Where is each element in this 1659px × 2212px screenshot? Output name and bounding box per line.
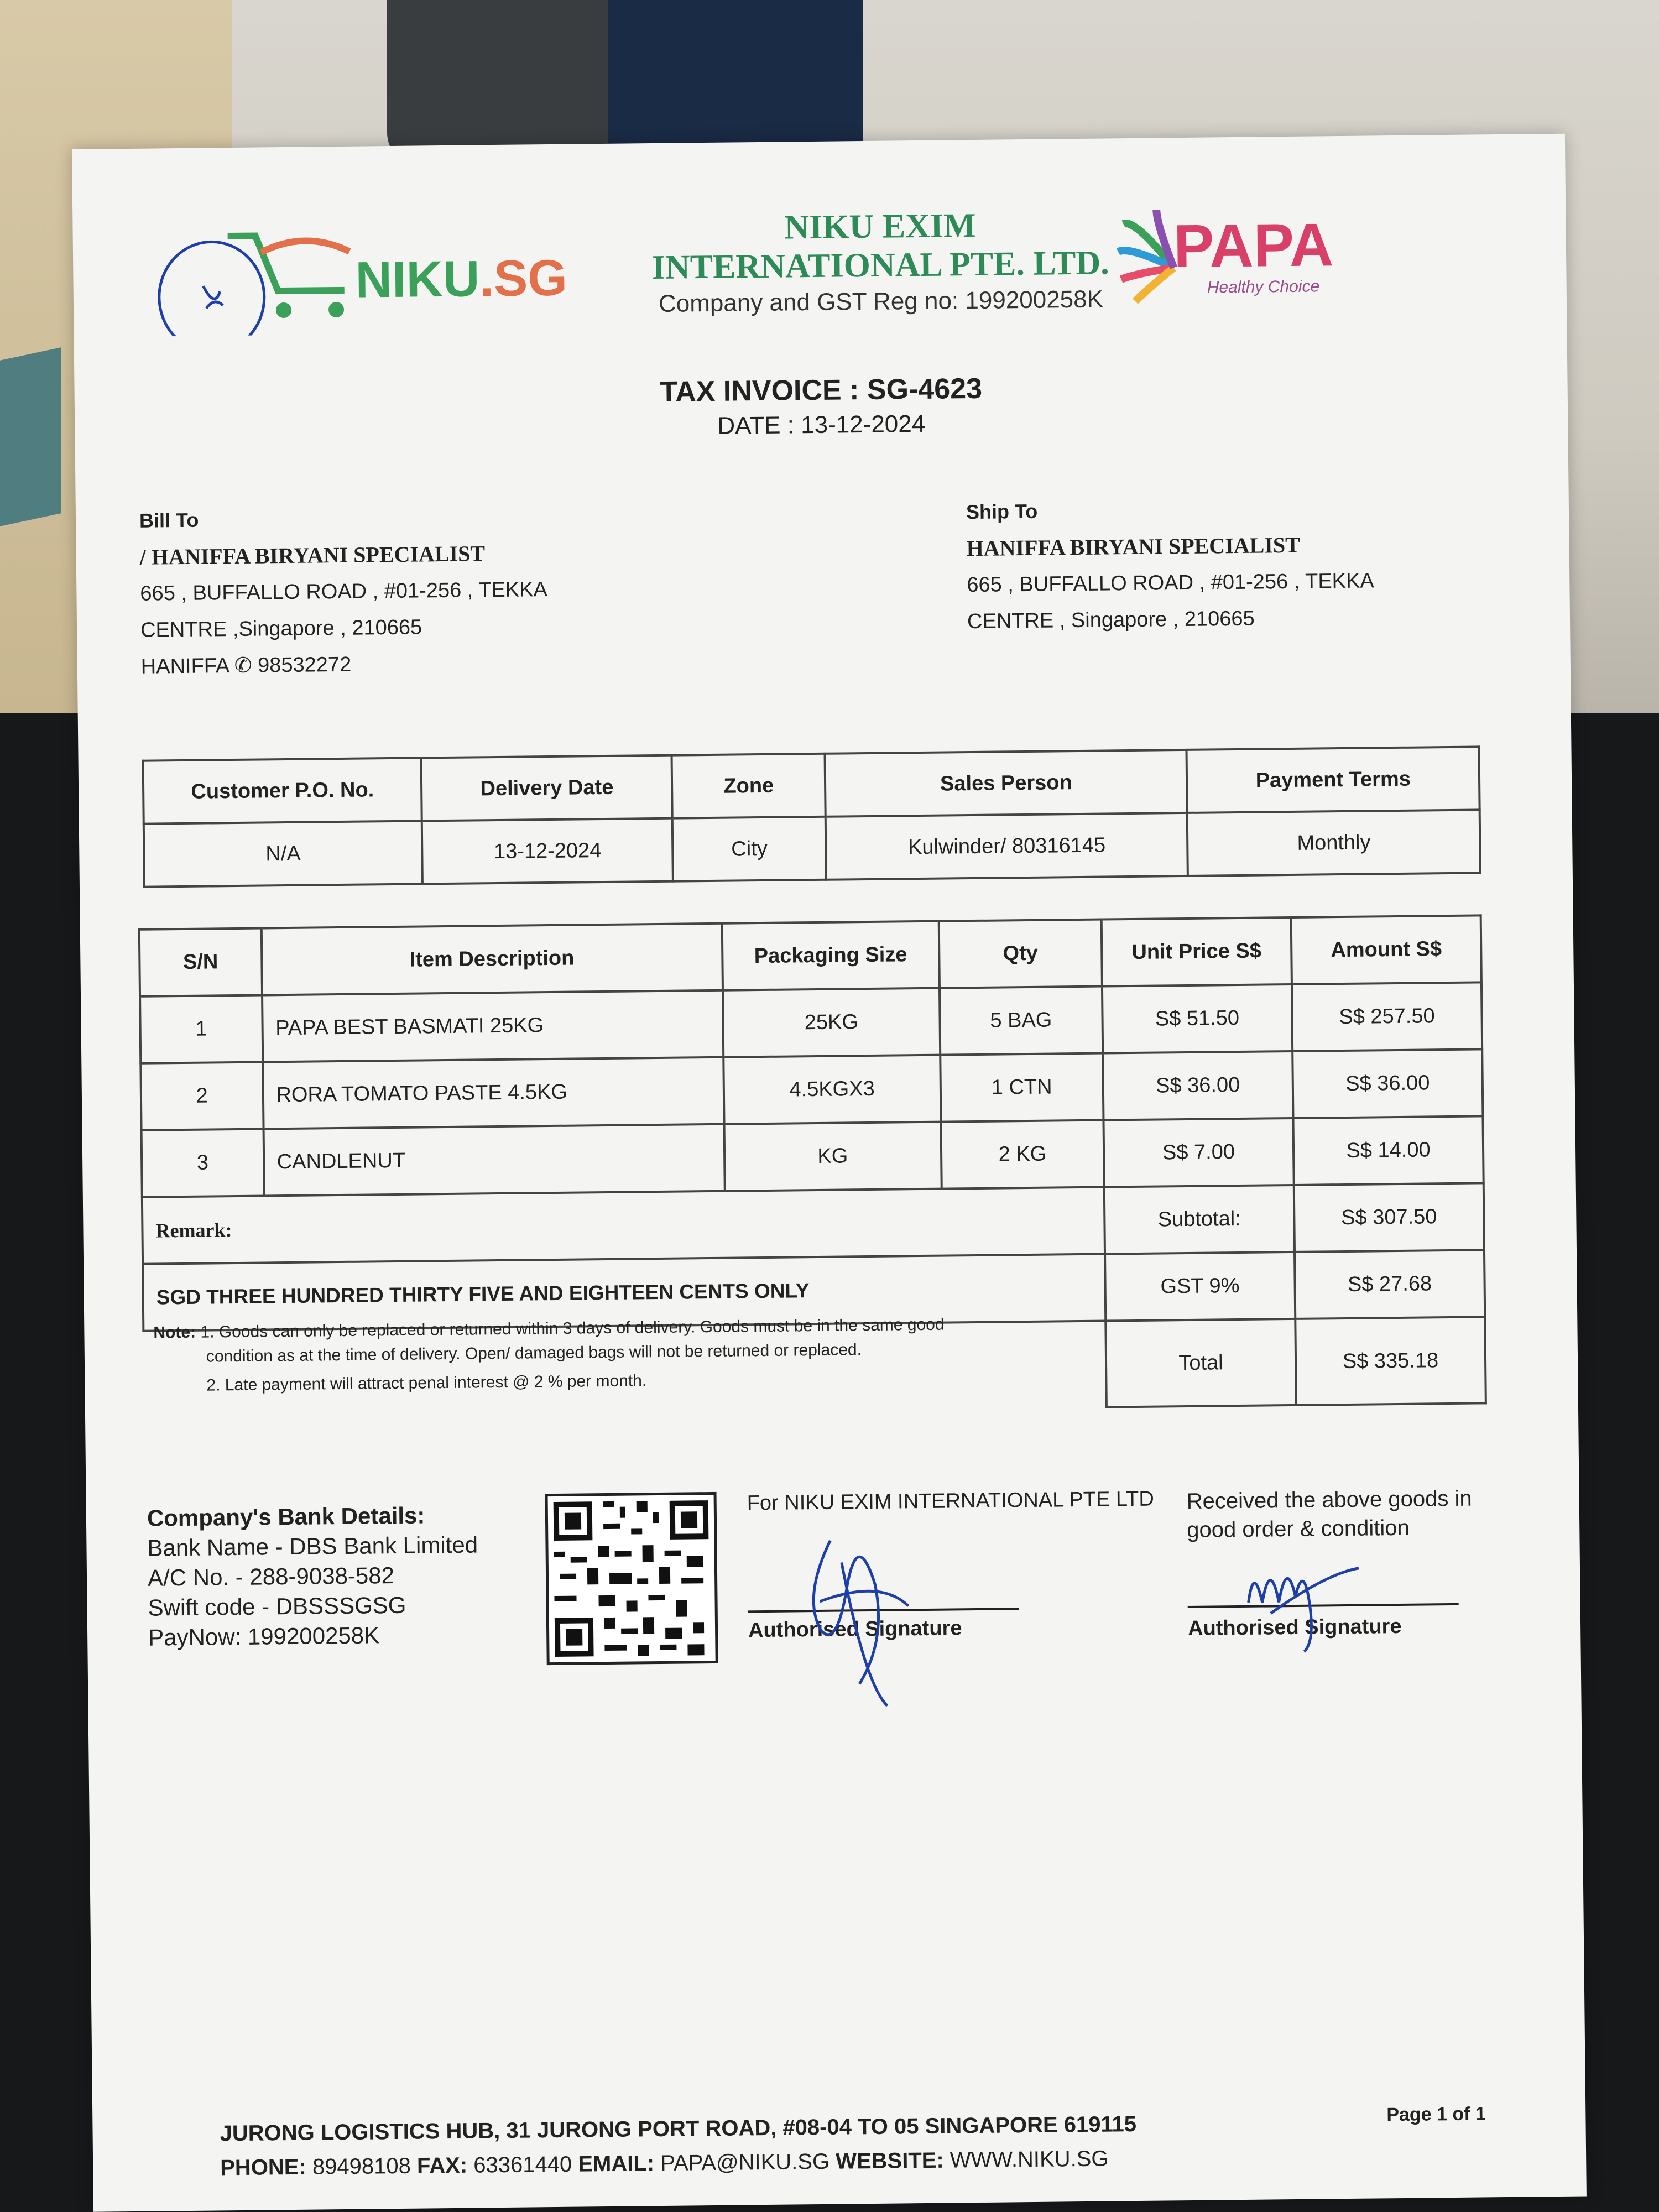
item-packaging: 25KG <box>723 988 940 1057</box>
authorised-signature-label-1: Authorised Signature <box>748 1616 962 1642</box>
note-1b: condition as at the time of delivery. Open/ damaged bags will not be returned or replaced. <box>206 1340 862 1366</box>
background-tablet <box>0 347 61 526</box>
authorised-signature-label-2: Authorised Signature <box>1187 1614 1402 1641</box>
item-packaging: KG <box>724 1122 941 1191</box>
footer-website: WWW.NIKU.SG <box>950 2146 1109 2173</box>
company-signature-block <box>747 1487 1169 1713</box>
ship-to-block <box>966 489 1465 640</box>
bill-to-name: / HANIFFA BIRYANI SPECIALIST <box>139 541 486 570</box>
order-info-value-row <box>144 810 1480 886</box>
ship-to-name: HANIFFA BIRYANI SPECIALIST <box>966 532 1301 561</box>
cart-icon <box>150 212 383 336</box>
order-info-header: Zone <box>672 754 826 818</box>
bank-name: Bank Name - DBS Bank Limited <box>147 1531 478 1561</box>
bill-to-contact-phone: 98532272 <box>257 653 352 677</box>
received-line-1: Received the above goods in <box>1186 1486 1472 1514</box>
company-name-line1: NIKU EXIM <box>784 206 976 247</box>
order-info-table <box>142 745 1481 888</box>
remark-label: Remark: <box>142 1187 1105 1264</box>
bank-paynow: PayNow: 199200258K <box>148 1622 380 1651</box>
company-reg: Company and GST Reg no: 199200258K <box>658 285 1104 317</box>
amount-in-words: SGD THREE HUNDRED THIRTY FIVE AND EIGHTEEN CENTS ONLY <box>143 1254 1105 1331</box>
item-unit-price: S$ 51.50 <box>1102 984 1292 1053</box>
item-amount: S$ 257.50 <box>1292 982 1482 1051</box>
bank-account: A/C No. - 288-9038-582 <box>147 1562 395 1591</box>
bill-to-line2: CENTRE ,Singapore , 210665 <box>140 615 422 642</box>
qr-code-icon <box>548 1495 716 1662</box>
footer-website-label: WEBSITE: <box>835 2148 944 2174</box>
ship-to-line2: CENTRE , Singapore , 210665 <box>967 607 1255 634</box>
papa-logo <box>1112 194 1368 324</box>
notes-block <box>153 1311 1094 1399</box>
invoice-title-block <box>74 366 1568 447</box>
handwritten-signature <box>797 1517 965 1718</box>
background-chair <box>387 0 619 166</box>
sales-person: Kulwinder/ 80316145 <box>826 813 1188 880</box>
item-unit-price: S$ 7.00 <box>1103 1118 1293 1187</box>
note-2: 2. Late payment will attract penal interest @ 2 % per month. <box>206 1371 647 1395</box>
items-header: S/N <box>139 928 262 996</box>
company-name-line2: INTERNATIONAL PTE. LTD. <box>651 244 1110 287</box>
received-line-2: good order & condition <box>1187 1515 1410 1543</box>
footer-phone-label: PHONE: <box>220 2154 307 2180</box>
bill-to-heading: Bill To <box>139 508 199 532</box>
total-label: Total <box>1105 1319 1296 1407</box>
item-description: CANDLENUT <box>263 1124 724 1196</box>
subtotal-label: Subtotal: <box>1104 1185 1295 1254</box>
niku-logo <box>150 210 593 336</box>
zone: City <box>672 817 826 881</box>
footer <box>220 2103 1492 2185</box>
item-packaging: 4.5KGX3 <box>723 1055 941 1124</box>
bank-heading: Company's Bank Details: <box>147 1502 425 1531</box>
footer-email: PAPA@NIKU.SG <box>660 2149 830 2176</box>
phone-icon: ✆ <box>234 654 252 677</box>
note-1a: 1. Goods can only be replaced or returned within 3 days of delivery. Goods must be in the same good <box>200 1315 945 1342</box>
order-info-header: Payment Terms <box>1187 747 1480 813</box>
gst-label: GST 9% <box>1105 1252 1295 1321</box>
items-header: Item Description <box>261 924 722 995</box>
subtotal-value: S$ 307.50 <box>1294 1183 1484 1252</box>
item-amount: S$ 36.00 <box>1292 1049 1483 1118</box>
for-company-label: For NIKU EXIM INTERNATIONAL PTE LTD <box>747 1487 1155 1515</box>
items-header: Unit Price S$ <box>1102 917 1292 987</box>
item-description: RORA TOMATO PASTE 4.5KG <box>263 1057 724 1129</box>
items-header: Qty <box>938 920 1102 988</box>
invoice-date: DATE : 13-12-2024 <box>717 410 926 440</box>
footer-phone: 89498108 <box>312 2153 411 2179</box>
footer-email-label: EMAIL: <box>578 2151 655 2177</box>
order-info-header: Delivery Date <box>421 755 672 821</box>
bill-to-contact-name: HANIFFA <box>140 654 229 679</box>
invoice-paper <box>72 134 1587 2212</box>
bill-to-block <box>139 497 639 685</box>
customer-po: N/A <box>144 821 422 886</box>
item-qty: 2 KG <box>941 1120 1104 1189</box>
papa-logo-text: PAPA <box>1173 211 1334 281</box>
item-amount: S$ 14.00 <box>1293 1116 1483 1185</box>
niku-logo-text: NIKU.SG <box>354 249 568 309</box>
page-number: Page 1 of 1 <box>1386 2103 1486 2126</box>
order-info-header: Customer P.O. No. <box>143 758 422 823</box>
gst-value: S$ 27.68 <box>1295 1250 1485 1319</box>
invoice-title: TAX INVOICE : SG-4623 <box>659 372 983 408</box>
item-sn: 2 <box>140 1062 263 1130</box>
item-sn: 1 <box>140 995 263 1063</box>
item-sn: 3 <box>142 1129 264 1197</box>
order-info-header: Sales Person <box>825 750 1187 817</box>
bank-swift: Swift code - DBSSSGSG <box>148 1592 406 1621</box>
item-unit-price: S$ 36.00 <box>1103 1051 1293 1120</box>
handwritten-circle-mark <box>159 241 265 336</box>
paynow-qr-code <box>545 1492 718 1665</box>
items-header: Amount S$ <box>1291 915 1481 984</box>
papa-logo-tagline: Healthy Choice <box>1207 277 1320 297</box>
footer-address: JURONG LOGISTICS HUB, 31 JURONG PORT ROAD, #08-04 TO 05 SINGAPORE 619115 <box>220 2112 1137 2146</box>
delivery-date: 13-12-2024 <box>422 818 673 884</box>
notes-label: Note: <box>153 1323 196 1342</box>
footer-fax: 63361440 <box>473 2152 572 2178</box>
items-header: Packaging Size <box>722 921 939 990</box>
total-value: S$ 335.18 <box>1295 1317 1486 1405</box>
ship-to-line1: 665 , BUFFALLO ROAD , #01-256 , TEKKA <box>967 569 1374 597</box>
footer-fax-label: FAX: <box>416 2153 468 2178</box>
item-description: PAPA BEST BASMATI 25KG <box>262 990 723 1062</box>
item-qty: 1 CTN <box>940 1053 1103 1122</box>
bill-to-line1: 665 , BUFFALLO ROAD , #01-256 , TEKKA <box>140 578 548 606</box>
bill-to-contact <box>140 643 639 685</box>
handwritten-signature <box>1237 1540 1381 1663</box>
ship-to-heading: Ship To <box>966 499 1038 524</box>
item-qty: 5 BAG <box>940 987 1103 1055</box>
payment-terms: Monthly <box>1187 810 1480 876</box>
bank-details <box>147 1499 547 1653</box>
receiver-signature-block <box>1186 1484 1520 1708</box>
